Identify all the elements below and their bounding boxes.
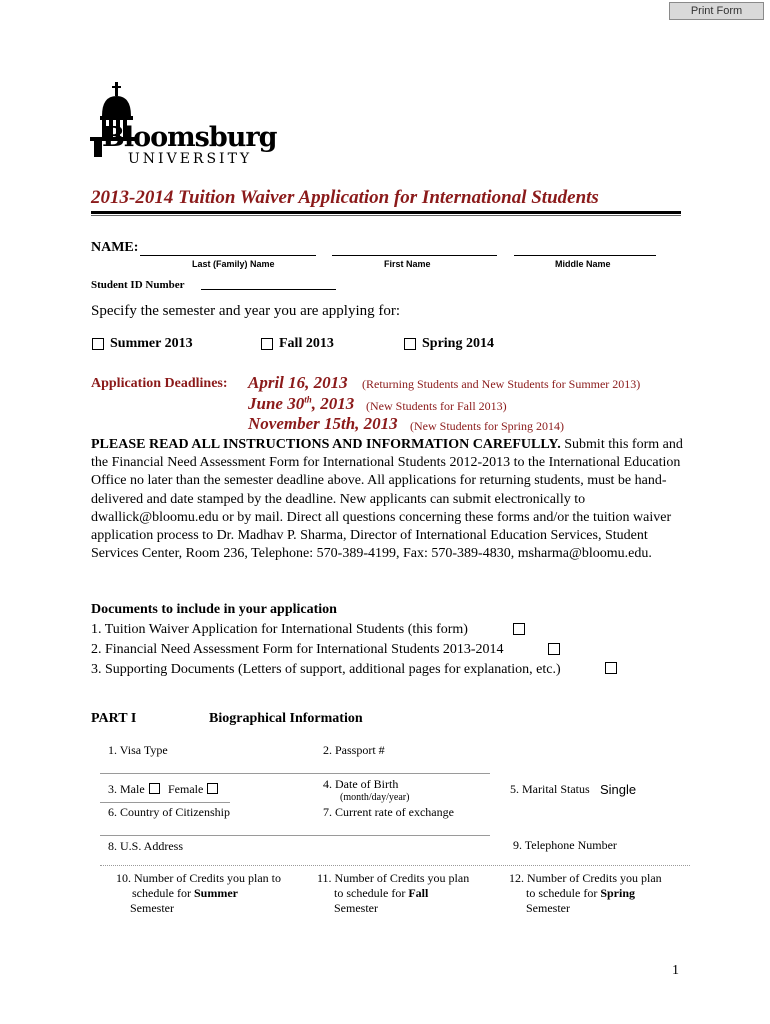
credits-spring-line2 bbox=[509, 886, 662, 901]
credits-fall-term: Fall bbox=[408, 886, 429, 900]
credits-summer-label bbox=[116, 871, 281, 916]
last-name-caption: Last (Family) Name bbox=[192, 259, 275, 269]
form-title: 2013-2014 Tuition Waiver Application for International Students bbox=[91, 187, 599, 208]
semester-prompt: Specify the semester and year you are applying for: bbox=[91, 303, 401, 319]
credits-summer-line1: 10. Number of Credits you plan to bbox=[116, 871, 281, 885]
telephone-label: 9. Telephone Number bbox=[513, 838, 617, 852]
page-number: 1 bbox=[672, 963, 679, 978]
credits-fall-line2 bbox=[317, 886, 469, 901]
document-2-checkbox[interactable] bbox=[548, 643, 560, 655]
middle-name-caption: Middle Name bbox=[555, 259, 611, 269]
document-3-checkbox[interactable] bbox=[605, 662, 617, 674]
dob-hint: (month/day/year) bbox=[340, 792, 410, 803]
last-name-field[interactable] bbox=[140, 255, 316, 256]
deadline-2-date-sup: th bbox=[304, 394, 312, 405]
document-item-3: 3. Supporting Documents (Letters of support, additional pages for explanation, etc.) bbox=[91, 662, 561, 677]
part-label: PART I bbox=[91, 711, 137, 726]
logo-university: UNIVERSITY bbox=[128, 151, 253, 167]
spring-2014-label: Spring 2014 bbox=[422, 336, 494, 351]
male-checkbox[interactable] bbox=[149, 783, 160, 794]
title-rule-thin bbox=[91, 215, 681, 216]
citizenship-label: 6. Country of Citizenship bbox=[108, 805, 230, 819]
deadline-3-date: November 15th, 2013 bbox=[248, 414, 398, 433]
marital-status-label: 5. Marital Status bbox=[510, 782, 590, 796]
deadlines-label: Application Deadlines: bbox=[91, 376, 228, 391]
documents-heading: Documents to include in your application bbox=[91, 602, 337, 617]
spring-2014-checkbox[interactable] bbox=[404, 338, 416, 350]
male-label: 3. Male bbox=[108, 782, 145, 796]
credits-summer-line2 bbox=[116, 886, 281, 901]
middle-name-field[interactable] bbox=[514, 255, 656, 256]
first-name-caption: First Name bbox=[384, 259, 431, 269]
credits-spring-term: Spring bbox=[600, 886, 635, 900]
us-address-label: 8. U.S. Address bbox=[108, 839, 184, 853]
fall-2013-label: Fall 2013 bbox=[279, 336, 334, 351]
credits-spring-line1: 12. Number of Credits you plan bbox=[509, 871, 662, 885]
student-id-field[interactable] bbox=[201, 289, 336, 290]
print-form-button[interactable]: Print Form bbox=[669, 2, 764, 20]
deadline-2-date-end: , 2013 bbox=[311, 394, 355, 413]
deadline-3-note: (New Students for Spring 2014) bbox=[410, 419, 564, 433]
summer-2013-checkbox[interactable] bbox=[92, 338, 104, 350]
passport-label: 2. Passport # bbox=[323, 743, 385, 757]
female-label: Female bbox=[168, 782, 204, 796]
student-id-label: Student ID Number bbox=[91, 279, 185, 291]
credits-fall-label bbox=[317, 871, 469, 916]
instructions-paragraph bbox=[91, 436, 691, 563]
document-item-1: 1. Tuition Waiver Application for International Students (this form) bbox=[91, 622, 468, 637]
exchange-rate-label: 7. Current rate of exchange bbox=[323, 805, 454, 819]
summer-2013-label: Summer 2013 bbox=[110, 336, 193, 351]
credits-fall-line1: 11. Number of Credits you plan bbox=[317, 871, 470, 885]
row2-divider-left bbox=[100, 802, 230, 803]
deadline-2-note: (New Students for Fall 2013) bbox=[366, 399, 507, 413]
fall-2013-checkbox[interactable] bbox=[261, 338, 273, 350]
row4-divider[interactable] bbox=[100, 865, 690, 866]
title-rule bbox=[91, 211, 681, 214]
deadline-2-date-main: June 30 bbox=[248, 394, 305, 413]
part-heading: Biographical Information bbox=[209, 711, 363, 726]
credits-fall-line2-text: to schedule for bbox=[334, 886, 409, 900]
credits-summer-line3: Semester bbox=[130, 901, 174, 915]
document-1-checkbox[interactable] bbox=[513, 623, 525, 635]
credits-summer-line2-text: schedule for bbox=[132, 886, 194, 900]
credits-spring-label bbox=[509, 871, 662, 916]
marital-status-field[interactable]: Single bbox=[600, 782, 637, 797]
credits-spring-line2-text: to schedule for bbox=[526, 886, 601, 900]
logo-wordmark: Bloomsburg bbox=[102, 122, 277, 153]
deadline-1-date: April 16, 2013 bbox=[248, 373, 348, 392]
instructions-body: Submit this form and the Financial Need Assessment Form for International Students 2012-2013 to the International Education Office no later than the semester deadline above. All applications for returning students, must be hand-delivered and date stamped by the deadline. New applicants can submit electronically to dwallick@bloomu.edu or by mail. Direct all questions concerning these forms and/or the tuition waiver application process to Dr. Madhav P. Sharma, Director of International Education Services, Student Services Center, Room 236, Telephone: 570-389-4199, Fax: 570-389-4830, msharma@bloomu.edu. bbox=[91, 437, 683, 562]
university-logo bbox=[88, 82, 277, 167]
first-name-field[interactable] bbox=[332, 255, 497, 256]
name-label: NAME: bbox=[91, 240, 139, 255]
row3-divider[interactable] bbox=[100, 835, 490, 836]
dob-label: 4. Date of Birth bbox=[323, 777, 399, 791]
credits-summer-term: Summer bbox=[193, 886, 238, 900]
instructions-lead: PLEASE READ ALL INSTRUCTIONS AND INFORMATION CAREFULLY. bbox=[91, 437, 561, 452]
deadline-2-date bbox=[248, 394, 354, 414]
document-item-2: 2. Financial Need Assessment Form for International Students 2013-2014 bbox=[91, 642, 504, 657]
deadline-1-note: (Returning Students and New Students for Summer 2013) bbox=[362, 377, 641, 391]
female-checkbox[interactable] bbox=[207, 783, 218, 794]
visa-type-label: 1. Visa Type bbox=[108, 743, 168, 757]
credits-spring-line3: Semester bbox=[526, 901, 570, 915]
row1-divider[interactable] bbox=[100, 773, 490, 774]
credits-fall-line3: Semester bbox=[334, 901, 378, 915]
